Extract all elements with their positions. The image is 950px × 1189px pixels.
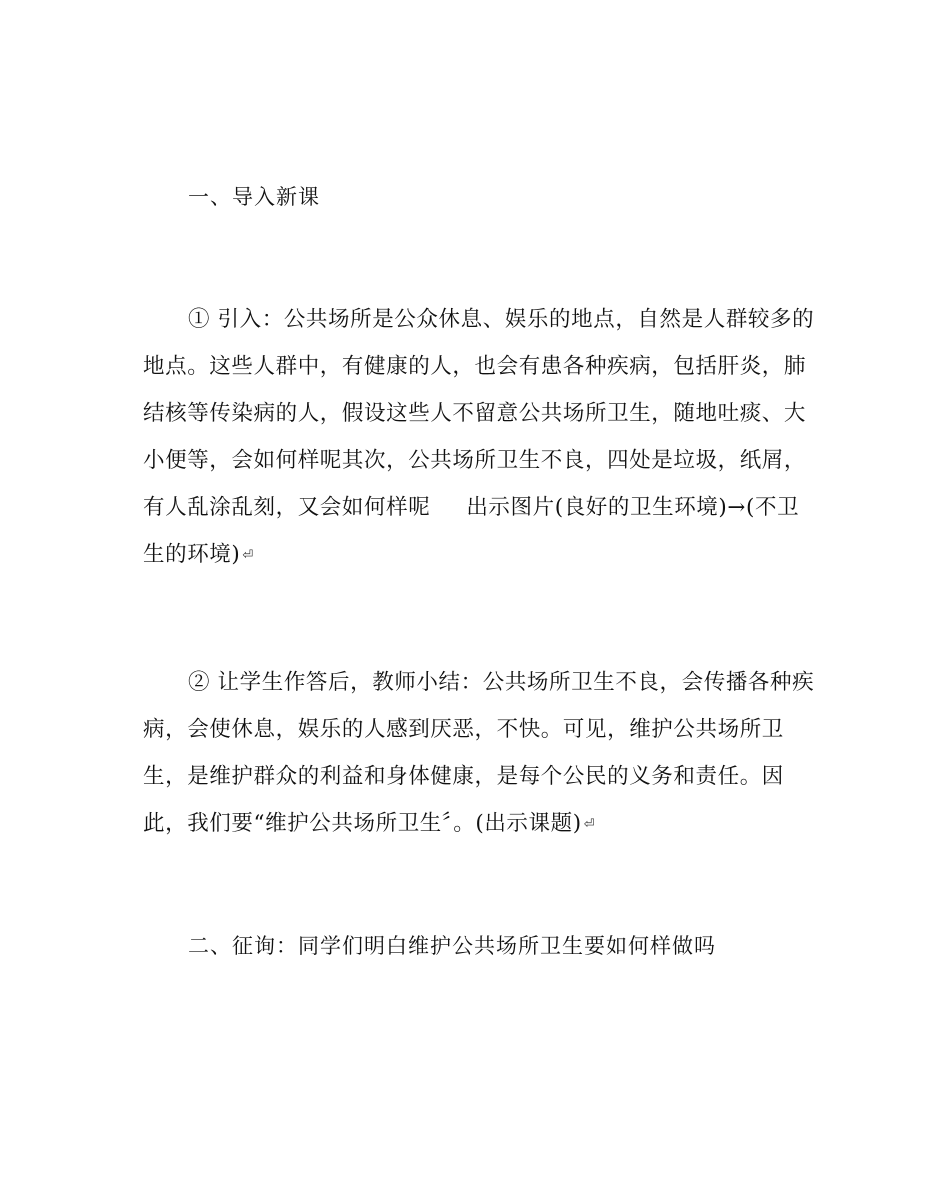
line-segment: 有人乱涂乱刻，又会如何样呢 [143,495,431,520]
paragraph-mark-icon: ⏎ [242,547,254,563]
paragraph-line [143,484,813,531]
paragraph-mark-icon: ⏎ [583,816,596,832]
paragraph-line [143,800,813,847]
section-heading-intro: 一、导入新课 [188,185,320,209]
paragraph-line: 地点。这些人群中，有健康的人，也会有患各种疾病，包括肝炎，肺 [143,354,807,379]
line-segment: 此，我们要“维护公共场所卫生〞。(出示课题) [143,811,582,836]
paragraph-line: 结核等传染病的人，假设这些人不留意公共场所卫生，随地吐痰、大 [143,401,807,426]
paragraph-line: 生，是维护群众的利益和身体健康，是每个公民的义务和责任。因 [143,764,784,789]
paragraph-introduction [143,296,813,578]
paragraph-line: ② 让学生作答后，教师小结：公共场所卫生不良，会传播各种疾 [188,670,815,695]
paragraph-line: 病，会使休息，娱乐的人感到厌恶，不快。可见，维护公共场所卫 [143,717,784,742]
line-segment: 生的环境) [143,542,241,567]
paragraph-summary [143,659,813,847]
paragraph-line: ① 引入：公共场所是公众休息、娱乐的地点，自然是人群较多的 [188,307,815,332]
line-segment: 出示图片(良好的卫生环境)→(不卫 [466,495,800,520]
paragraph-line [143,531,813,578]
section-heading-inquiry: 二、征询：同学们明白维护公共场所卫生要如何样做吗 [188,934,716,958]
paragraph-line: 小便等，会如何样呢其次，公共场所卫生不良，四处是垃圾，纸屑， [143,448,807,473]
